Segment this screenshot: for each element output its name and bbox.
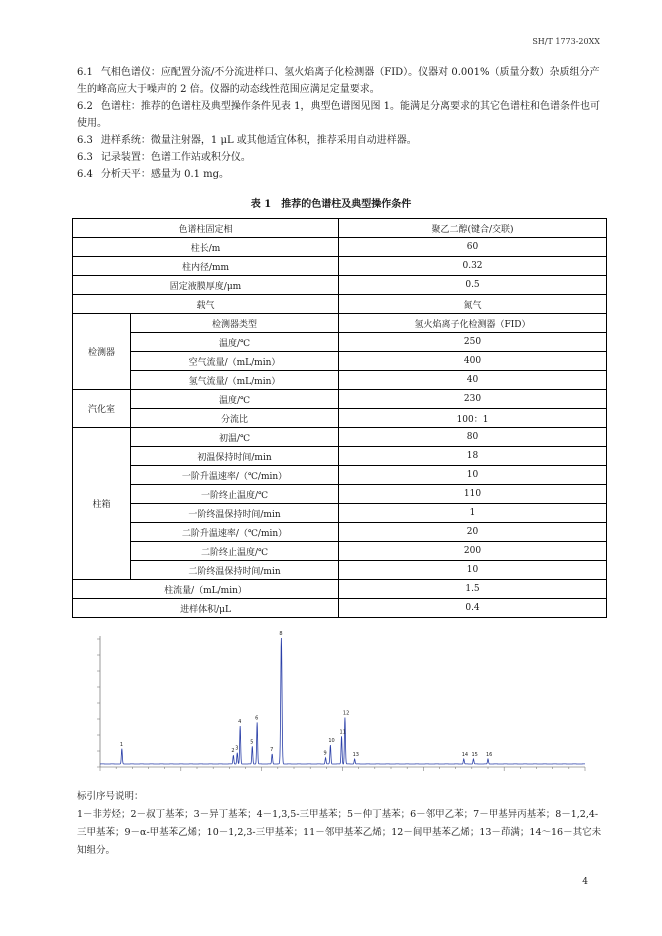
- peak-label-13: 13: [352, 751, 359, 758]
- section-6-1: [77, 64, 607, 98]
- peak-label-16: 16: [486, 751, 493, 758]
- table-row: [73, 447, 607, 466]
- row-label: 二阶升温速率/（℃/min）: [131, 523, 339, 542]
- table-row: [73, 428, 607, 447]
- row-value: 230: [339, 390, 607, 409]
- row-value: 10: [339, 561, 607, 580]
- table-row: [73, 352, 607, 371]
- group-label: 检测器: [73, 314, 131, 390]
- peak-label-2: 2: [231, 748, 235, 755]
- row-label: 进样体积/μL: [73, 599, 339, 618]
- section-number: 6.4: [77, 169, 93, 180]
- peak-label-10: 10: [328, 738, 335, 745]
- table-row: [73, 238, 607, 257]
- row-label: 色谱柱固定相: [73, 219, 339, 238]
- peak-label-5: 5: [250, 739, 254, 746]
- peak-label-12: 12: [342, 710, 350, 717]
- section-6-4: [77, 166, 607, 183]
- table-row: [73, 599, 607, 618]
- row-label: 分流比: [131, 409, 339, 428]
- table-row: [73, 371, 607, 390]
- row-value: 0.5: [339, 276, 607, 295]
- legend-text: 1－非芳烃；2－叔丁基苯；3－异丁基苯；4－1,3,5-三甲基苯；5－仲丁基苯；6－邻甲乙苯；7－甲基异丙基苯；8－1,2,4-三甲基苯；9－α-甲基苯乙烯；10－1,2,3-三甲基苯；11－邻甲基苯乙烯；12－间甲基苯乙烯；13－茚满；14～16－其它未知组分。: [77, 809, 602, 856]
- table-row: [73, 314, 607, 333]
- peak-label-3: 3: [235, 745, 239, 752]
- table-row: [73, 219, 607, 238]
- row-label: 初温保持时间/min: [131, 447, 339, 466]
- peak-label-15: 15: [471, 751, 478, 758]
- section-number: 6.1: [77, 67, 93, 78]
- row-value: 110: [339, 485, 607, 504]
- row-label: 检测器类型: [131, 314, 339, 333]
- table-row: [73, 390, 607, 409]
- peak-label-1: 1: [119, 741, 124, 748]
- row-value: 18: [339, 447, 607, 466]
- table-row: [73, 542, 607, 561]
- section-number: 6.3: [77, 135, 93, 146]
- row-value: 氮气: [339, 295, 607, 314]
- row-label: 温度/℃: [131, 333, 339, 352]
- section-text: 进样系统：微量注射器，1 μL 或其他适宜体积，推荐采用自动进样器。: [100, 135, 417, 146]
- table-row: [73, 333, 607, 352]
- row-value: 400: [339, 352, 607, 371]
- row-value: 氢火焰离子化检测器（FID）: [339, 314, 607, 333]
- row-value: 1: [339, 504, 607, 523]
- peak-label-14: 14: [461, 751, 469, 758]
- row-label: 二阶终温保持时间/min: [131, 561, 339, 580]
- row-label: 固定液膜厚度/μm: [73, 276, 339, 295]
- peak-label-8: 8: [279, 631, 283, 637]
- row-label: 柱长/m: [73, 238, 339, 257]
- table-title: 表 1 推荐的色谱柱及典型操作条件: [250, 199, 412, 210]
- row-value: 0.32: [339, 257, 607, 276]
- peak-label-11: 11: [339, 729, 346, 736]
- section-text: 气相色谱仪：应配置分流/不分流进样口、氢火焰离子化检测器（FID）。仪器对 0.001%（质量分数）杂质组分产生的峰高应大于噪声的 2 倍。仪器的动态线性范围应满足定量要求。: [77, 67, 600, 95]
- row-label: 一阶终温保持时间/min: [131, 504, 339, 523]
- section-6-2: [77, 98, 607, 132]
- row-value: 40: [339, 371, 607, 390]
- row-value: 250: [339, 333, 607, 352]
- section-text: 色谱柱：推荐的色谱柱及典型操作条件见表 1，典型色谱图见图 1。能满足分离要求的其它色谱柱和色谱条件也可使用。: [77, 101, 600, 129]
- group-label: 柱箱: [73, 428, 131, 580]
- table-row: [73, 580, 607, 599]
- row-label: 载气: [73, 295, 339, 314]
- section-6-3: [77, 132, 607, 149]
- section-text: 记录装置：色谱工作站或积分仪。: [100, 152, 251, 163]
- x-axis-ticks: [100, 767, 585, 771]
- row-value: 60: [339, 238, 607, 257]
- peak-labels: [120, 631, 493, 758]
- row-label: 氢气流量/（mL/min）: [131, 371, 339, 390]
- table-row: [73, 523, 607, 542]
- y-axis-ticks: [97, 639, 100, 767]
- section-6-3b: [77, 149, 607, 166]
- row-label: 二阶终止温度/℃: [131, 542, 339, 561]
- peak-label-9: 9: [323, 750, 327, 757]
- row-value: 100：1: [339, 409, 607, 428]
- row-label: 一阶升温速率/（℃/min）: [131, 466, 339, 485]
- row-value: 10: [339, 466, 607, 485]
- table-row: [73, 561, 607, 580]
- row-label: 柱流量/（mL/min）: [73, 580, 339, 599]
- row-value: 20: [339, 523, 607, 542]
- group-label: 汽化室: [73, 390, 131, 428]
- table-row: [73, 504, 607, 523]
- legend-title: 标引序号说明：: [77, 791, 144, 802]
- row-label: 一阶终止温度/℃: [131, 485, 339, 504]
- table-row: [73, 485, 607, 504]
- chromatogram-chart: [85, 630, 595, 782]
- row-label: 空气流量/（mL/min）: [131, 352, 339, 371]
- table-row: [73, 276, 607, 295]
- chromatography-conditions-table: [72, 218, 607, 618]
- peak-label-6: 6: [255, 715, 259, 722]
- document-header: SH/T 1773-20XX: [532, 37, 600, 46]
- peak-label-4: 4: [238, 719, 242, 726]
- table-row: [73, 409, 607, 428]
- row-label: 温度/℃: [131, 390, 339, 409]
- page-number: 4: [582, 877, 588, 887]
- row-label: 初温/℃: [131, 428, 339, 447]
- row-value: 200: [339, 542, 607, 561]
- row-value: 聚乙二醇(键合/交联): [339, 219, 607, 238]
- chromatogram-trace: [100, 638, 585, 764]
- row-value: 0.4: [339, 599, 607, 618]
- section-text: 分析天平：感量为 0.1 mg。: [100, 169, 230, 180]
- row-value: 80: [339, 428, 607, 447]
- peak-label-7: 7: [270, 746, 274, 753]
- chromatogram-figure: [85, 630, 595, 786]
- row-value: 1.5: [339, 580, 607, 599]
- table-row: [73, 257, 607, 276]
- section-number: 6.2: [77, 101, 93, 112]
- table-row: [73, 295, 607, 314]
- row-label: 柱内径/mm: [73, 257, 339, 276]
- section-number: 6.3: [77, 152, 93, 163]
- table-row: [73, 466, 607, 485]
